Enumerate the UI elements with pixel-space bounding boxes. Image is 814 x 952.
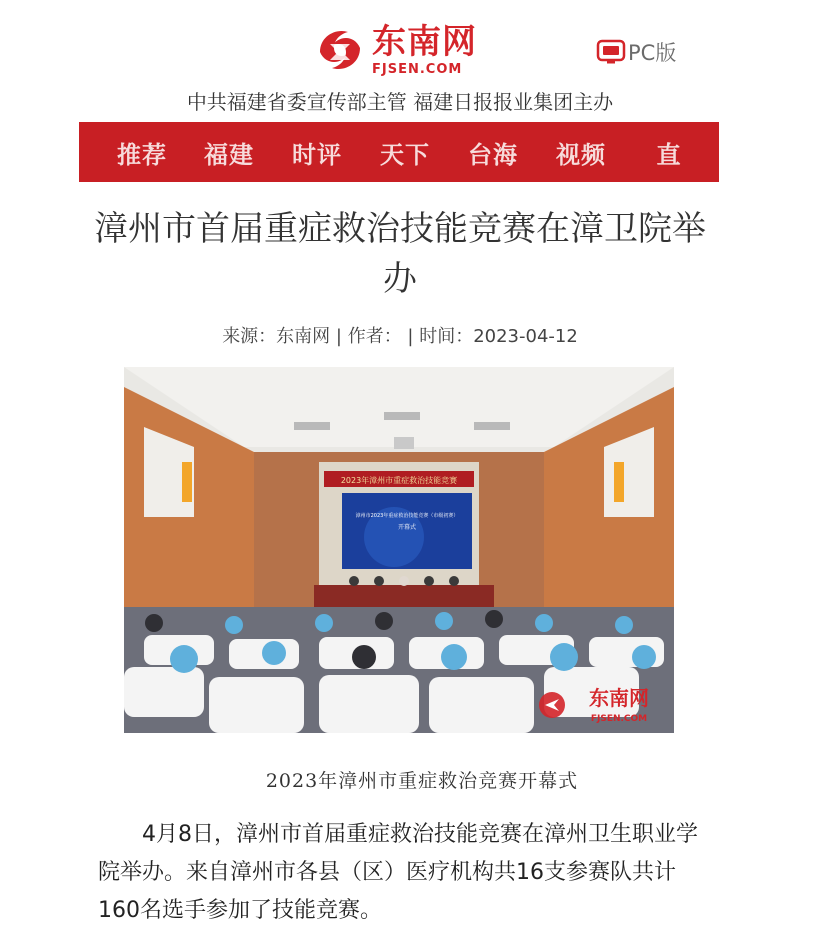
nav-item-world[interactable]: 天下 bbox=[380, 140, 430, 169]
article-paragraph: 4月8日，漳州市首届重症救治技能竞赛在漳州卫生职业学院举办。来自漳州市各县（区）医疗机构共16支参赛队共计160名选手参加了技能竞赛。 bbox=[98, 822, 698, 923]
photo-watermark-en: FJSEN.COM bbox=[590, 714, 648, 724]
nav-item-fujian[interactable]: 福建 bbox=[204, 140, 254, 169]
photo-screen-text: 漳州市2023年重症救治技能竞赛（市级初赛） bbox=[355, 513, 459, 519]
photo-banner-text: 2023年漳州市重症救治技能竞赛 bbox=[340, 476, 458, 485]
logo-mark-icon bbox=[312, 22, 368, 78]
article-title: 漳州市首届重症救治技能竞赛在漳卫院举办 bbox=[94, 209, 706, 299]
nav-item-live[interactable]: 直 bbox=[656, 140, 682, 169]
nav-item-video[interactable]: 视频 bbox=[556, 140, 606, 169]
conference-hall-image bbox=[124, 367, 674, 733]
site-logo[interactable] bbox=[312, 22, 484, 78]
logo-text: 东南网 bbox=[372, 21, 477, 62]
photo-watermark-text: 东南网 bbox=[589, 686, 649, 710]
nav-item-strait[interactable]: 台海 bbox=[468, 140, 518, 169]
photo-screen-sub: 开幕式 bbox=[397, 524, 417, 531]
article-meta: 来源：东南网 | 作者： | 时间：2023-04-12 bbox=[222, 326, 578, 347]
pc-version-link[interactable] bbox=[596, 37, 676, 67]
photo-caption: 2023年漳州市重症救治竞赛开幕式 bbox=[265, 770, 579, 792]
nav-item-recommend[interactable]: 推荐 bbox=[117, 140, 167, 169]
nav-item-commentary[interactable]: 时评 bbox=[292, 140, 342, 169]
logo-en-text: FJSEN.COM bbox=[372, 61, 463, 77]
article-photo[interactable] bbox=[124, 367, 674, 733]
monitor-icon bbox=[596, 39, 626, 65]
organizer-line: 中共福建省委宣传部主管 福建日报报业集团主办 bbox=[186, 90, 614, 114]
site-header bbox=[0, 0, 814, 120]
nav-fade bbox=[699, 122, 719, 182]
pc-version-label: PC版 bbox=[628, 41, 677, 65]
channel-nav bbox=[79, 122, 719, 182]
